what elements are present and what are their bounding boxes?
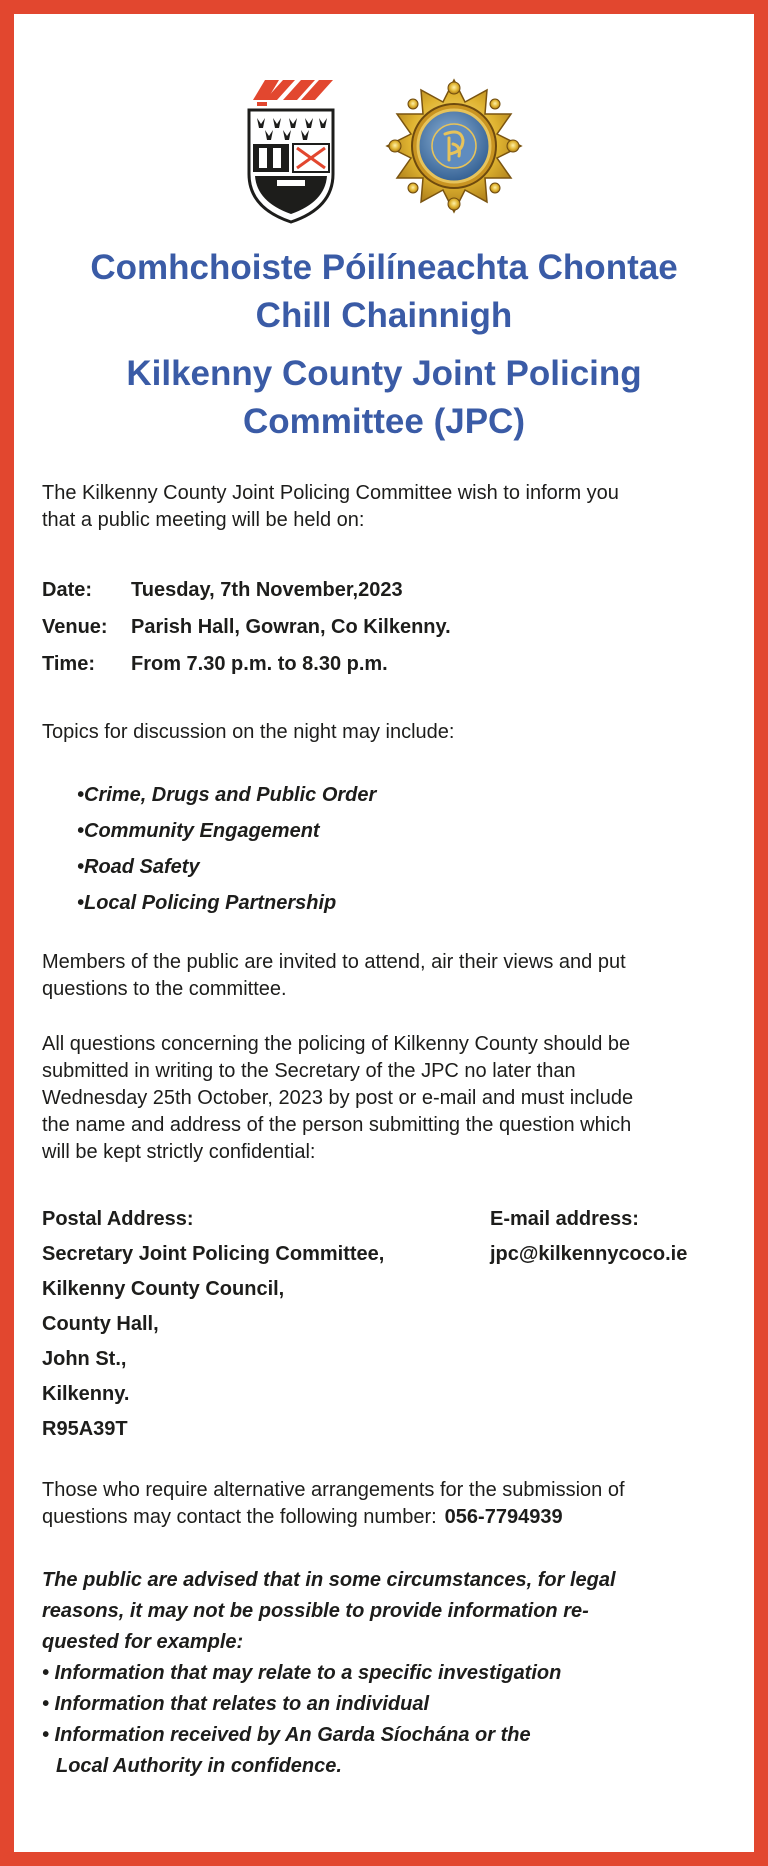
email-value: jpc@kilkennycoco.ie [490,1243,688,1265]
questions-line: submitted in writing to the Secretary of the JPC no later than [42,1060,576,1082]
alternative-line: Those who require alternative arrangements for the submission of [42,1479,625,1501]
notice-line: quested for example: [42,1631,244,1653]
postal-address-heading: Postal Address: [42,1208,194,1230]
postal-address-line: Kilkenny. [42,1383,130,1405]
questions-paragraph [42,1031,732,1166]
email-address [490,1202,687,1447]
contact-addresses [42,1202,732,1447]
questions-line: the name and address of the person submitting the question which [42,1114,632,1136]
notice-line: The public are advised that in some circumstances, for legal [42,1569,616,1591]
date-value: Tuesday, 7th November,2023 [131,579,403,601]
detail-row-venue [42,609,732,646]
members-line: Members of the public are invited to attend, air their views and put [42,951,626,973]
topic-item: •Crime, Drugs and Public Order [77,784,377,806]
postal-address-line: County Hall, [42,1313,159,1335]
postal-eircode: R95A39T [42,1418,128,1440]
detail-row-date [42,572,732,609]
notice-line: reasons, it may not be possible to provide information re- [42,1600,589,1622]
irish-title-line-1: Comhchoiste Póilíneachta Chontae [90,248,678,287]
garda-badge-logo [383,78,525,214]
legal-notice [42,1565,732,1782]
meeting-details [42,572,732,683]
phone-number: 056-7794939 [444,1506,563,1528]
kilkenny-crest-logo [243,76,339,226]
title-block [14,244,754,446]
postal-address-line: John St., [42,1348,127,1370]
legal-notice-text [42,1565,732,1658]
intro-line: that a public meeting will be held on: [42,509,365,531]
alternative-line: questions may contact the following number: [42,1506,437,1528]
notice-item: • Information that may relate to a specific investigation [42,1662,562,1684]
irish-title-line-2: Chill Chainnigh [255,296,513,335]
postal-address-line: Kilkenny County Council, [42,1278,285,1300]
notice-item: • Information received by An Garda Síochána or the [42,1724,531,1746]
postal-address [42,1202,490,1447]
intro-line: The Kilkenny County Joint Policing Committee wish to inform you [42,482,619,504]
questions-line: All questions concerning the policing of Kilkenny County should be [42,1033,631,1055]
notice-item-continuation: Local Authority in confidence. [56,1755,342,1777]
members-line: questions to the committee. [42,978,287,1000]
topic-item: •Road Safety [77,856,200,878]
questions-line: will be kept strictly confidential: [42,1141,316,1163]
time-value: From 7.30 p.m. to 8.30 p.m. [131,653,388,675]
notice-item: • Information that relates to an individual [42,1693,430,1715]
detail-row-time [42,646,732,683]
logo-row [14,76,754,226]
english-title-line-1: Kilkenny County Joint Policing [126,354,642,393]
topics-intro: Topics for discussion on the night may include: [42,721,455,743]
topic-item: •Community Engagement [77,820,320,842]
venue-value: Parish Hall, Gowran, Co Kilkenny. [131,616,451,638]
venue-label: Venue: [42,616,108,638]
postal-address-line: Secretary Joint Policing Committee, [42,1243,385,1265]
english-title-line-2: Committee (JPC) [243,402,525,441]
time-label: Time: [42,653,95,675]
date-label: Date: [42,579,93,601]
email-heading: E-mail address: [490,1208,639,1230]
questions-line: Wednesday 25th October, 2023 by post or e-mail and must include [42,1087,634,1109]
topic-item: •Local Policing Partnership [77,892,337,914]
notice-body [42,480,732,1782]
intro-paragraph [42,480,732,534]
legal-notice-items [42,1658,732,1782]
members-paragraph [42,949,732,1003]
topics-list [77,777,732,921]
alternative-arrangements [42,1477,732,1531]
